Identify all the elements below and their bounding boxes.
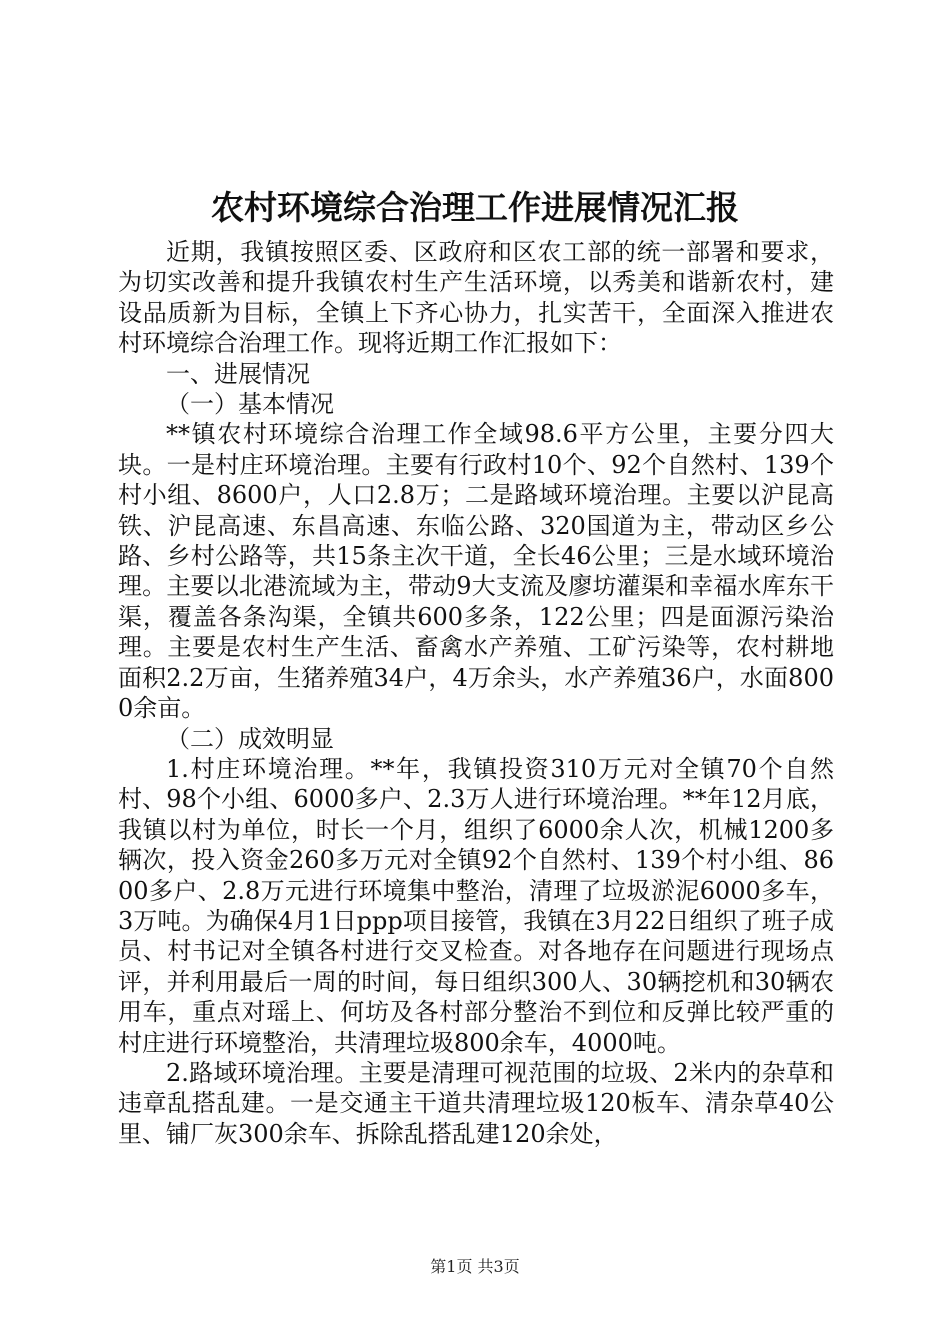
document-body <box>118 237 834 1149</box>
subsection-heading-results: （二）成效明显 <box>166 724 334 753</box>
road-environment-paragraph: 2.路域环境治理。主要是清理可视范围的垃圾、2米内的杂草和违章乱搭乱建。一是交通主干道共清理垃圾120板车、清杂草40公里、铺厂灰300余车、拆除乱搭乱建120余处， <box>118 1058 834 1148</box>
intro-paragraph: 近期，我镇按照区委、区政府和区农工部的统一部署和要求，为切实改善和提升我镇农村生产生活环境，以秀美和谐新农村，建设品质新为目标，全镇上下齐心协力，扎实苦干，全面深入推进农村环境综合治理工作。现将近期工作汇报如下： <box>118 238 834 358</box>
subsection-heading-basic: （一）基本情况 <box>166 390 334 419</box>
document-title: 农村环境综合治理工作进展情况汇报 <box>211 188 739 227</box>
basic-situation-paragraph: **镇农村环境综合治理工作全域98.6平方公里，主要分四大块。一是村庄环境治理。主要有行政村10个、92个自然村、139个村小组、8600户，人口2.8万；二是路域环境治理。主要以沪昆高铁、沪昆高速、东昌高速、东临公路、320国道为主，带动区乡公路、乡村公路等，共15条主次干道，全长46公里；三是水域环境治理。主要以北港流域为主，带动9大支流及廖坊灌渠和幸福水库东干渠，覆盖各条沟渠，全镇共600多条，122公里；四是面源污染治理。主要是农村生产生活、畜禽水产养殖、工矿污染等，农村耕地面积2.2万亩，生猪养殖34户，4万余头，水产养殖36户，水面8000余亩。 <box>118 420 834 723</box>
village-environment-paragraph: 1.村庄环境治理。**年，我镇投资310万元对全镇70个自然村、98个小组、6000多户、2.3万人进行环境治理。**年12月底，我镇以村为单位，时长一个月，组织了6000余人次，机械1200多辆次，投入资金260多万元对全镇92个自然村、139个村小组、8600多户、2.8万元进行环境集中整治，清理了垃圾淤泥6000多车，3万吨。为确保4月1日ppp项目接管，我镇在3月22日组织了班子成员、村书记对全镇各村进行交叉检查。对各地存在问题进行现场点评，并利用最后一周的时间，每日组织300人、30辆挖机和30辆农用车，重点对瑶上、何坊及各村部分整治不到位和反弹比较严重的村庄进行环境整治，共清理垃圾800余车，4000吨。 <box>118 754 834 1057</box>
page-footer: 第1页 共3页 <box>430 1257 520 1276</box>
section-heading-progress: 一、进展情况 <box>166 359 310 388</box>
